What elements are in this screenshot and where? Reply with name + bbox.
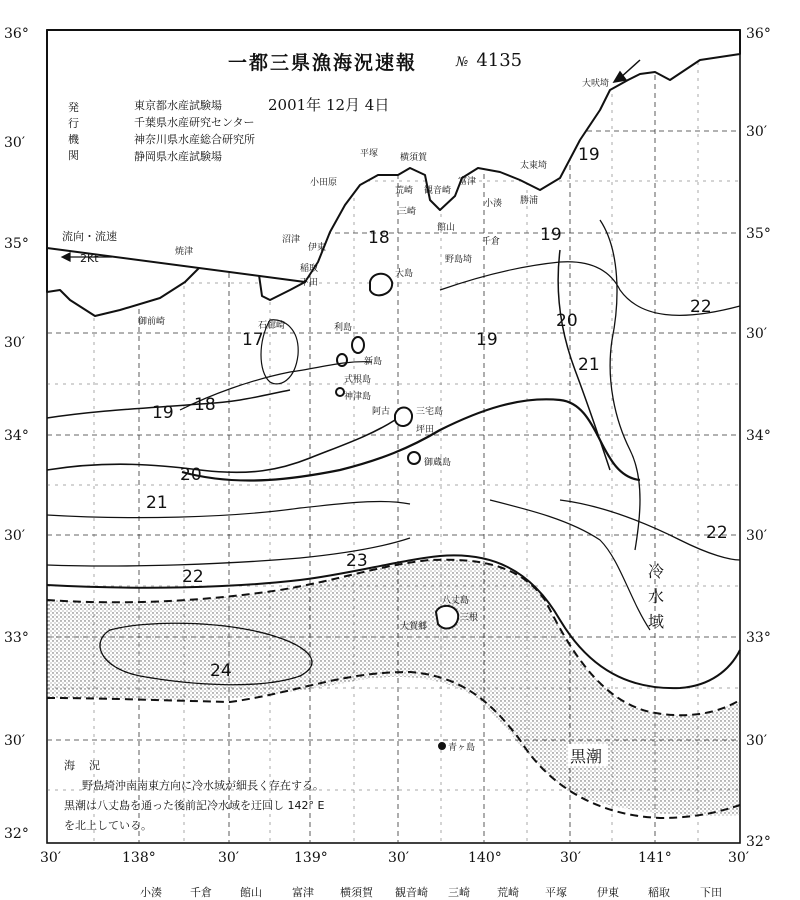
isotherm-label: 21 — [578, 355, 600, 375]
isotherm-label: 20 — [180, 465, 202, 485]
isotherm-label: 19 — [578, 145, 600, 165]
issuer-item: 神奈川県水産総合研究所 — [134, 133, 255, 146]
isotherm-label: 19 — [540, 225, 562, 245]
cold-water-label: 水 — [648, 587, 665, 606]
place-label: 阿古 — [372, 407, 391, 417]
place-label: 利島 — [334, 323, 353, 333]
place-label: 青ヶ島 — [448, 743, 476, 753]
latitude-labels-left — [4, 26, 29, 842]
lat-label: 30′ — [4, 733, 25, 749]
lat-label: 33° — [746, 630, 771, 646]
station-label: 小湊 — [140, 886, 162, 899]
lat-label: 35° — [746, 226, 771, 242]
station-label: 荒崎 — [497, 886, 519, 899]
station-label: 館山 — [240, 886, 262, 899]
place-label: 伊東 — [308, 243, 327, 253]
isotherm-label: 18 — [194, 395, 216, 415]
issue-number-label: № — [456, 55, 469, 70]
lon-label: 30′ — [218, 850, 239, 866]
place-label: 三崎 — [398, 207, 417, 217]
place-label: 勝浦 — [520, 196, 539, 206]
lat-label: 30′ — [4, 135, 25, 151]
lon-label: 138° — [122, 850, 156, 866]
place-label: 御蔵島 — [424, 458, 452, 468]
place-label: 八丈島 — [442, 596, 470, 606]
kuroshio-label: 黒潮 — [570, 747, 603, 766]
place-label: 館山 — [437, 223, 456, 233]
lat-label: 33° — [4, 630, 29, 646]
lat-label: 34° — [746, 428, 771, 444]
report-title: 一都三県漁海況速報 — [228, 52, 418, 74]
place-label: 大吠埼 — [582, 79, 610, 89]
summary-line: を北上している。 — [64, 819, 152, 832]
place-label: 小湊 — [484, 199, 503, 209]
lat-label: 32° — [746, 834, 771, 850]
lat-label: 30′ — [746, 326, 767, 342]
longitude-labels — [40, 850, 749, 866]
place-label: 千倉 — [482, 237, 501, 247]
place-label: 平塚 — [360, 149, 379, 159]
place-label: 大島 — [395, 269, 414, 279]
isotherm-label: 20 — [556, 311, 578, 331]
lat-label: 30′ — [4, 335, 25, 351]
lon-label: 140° — [468, 850, 502, 866]
place-label: 石廊崎 — [258, 321, 286, 331]
station-label: 伊東 — [597, 886, 619, 899]
station-label: 横須賀 — [340, 886, 373, 899]
lat-label: 35° — [4, 236, 29, 252]
place-label: 三宅島 — [416, 407, 444, 417]
place-label: 稲取 — [300, 264, 319, 274]
isotherm-label: 24 — [210, 661, 232, 681]
issuer-item: 東京都水産試験場 — [134, 99, 222, 112]
isotherm-label: 18 — [368, 228, 390, 248]
lat-label: 36° — [4, 26, 29, 42]
place-label: 太東埼 — [520, 161, 548, 171]
place-label: 荒崎 — [395, 186, 414, 196]
place-label: 焼津 — [175, 247, 194, 257]
place-label: 新島 — [364, 357, 383, 367]
lat-label: 30′ — [4, 528, 25, 544]
lat-label: 30′ — [746, 733, 767, 749]
isotherm-label: 22 — [182, 567, 204, 587]
lat-label: 30′ — [746, 528, 767, 544]
lon-label: 141° — [638, 850, 672, 866]
place-label: 大賀郷 — [400, 622, 428, 632]
place-label: 御前崎 — [138, 317, 166, 327]
lat-label: 36° — [746, 26, 771, 42]
lat-label: 30′ — [746, 124, 767, 140]
flow-legend-label: 流向・流速 — [62, 230, 117, 243]
isotherm-label: 19 — [152, 403, 174, 423]
lon-label: 30′ — [728, 850, 749, 866]
place-label: 沼津 — [282, 235, 301, 245]
issuer-item: 静岡県水産試験場 — [134, 150, 222, 163]
sea-condition-summary — [64, 756, 484, 836]
station-label: 観音崎 — [395, 886, 428, 899]
flow-legend-speed: 2Kt — [80, 252, 99, 265]
station-label: 稲取 — [648, 886, 670, 899]
lat-label: 32° — [4, 826, 29, 842]
place-label: 下田 — [300, 278, 319, 288]
station-label: 千倉 — [190, 886, 212, 899]
summary-heading: 海況 — [64, 759, 114, 772]
station-label: 富津 — [292, 886, 314, 899]
place-label: 小田原 — [310, 178, 338, 188]
issue-number-value: 4135 — [476, 50, 523, 71]
place-label: 富津 — [458, 177, 477, 187]
place-label: 観音崎 — [424, 186, 452, 196]
cold-water-label: 域 — [648, 612, 665, 631]
lon-label: 30′ — [40, 850, 61, 866]
cold-water-label: 冷 — [648, 562, 665, 581]
lon-label: 139° — [294, 850, 328, 866]
lon-label: 30′ — [388, 850, 409, 866]
place-label: 神津島 — [344, 392, 372, 402]
summary-line: 野島埼沖南南東方向に冷水域が細長く存在する。 — [82, 779, 324, 792]
isotherm-label: 23 — [346, 551, 368, 571]
isotherm-label: 19 — [476, 330, 498, 350]
issuer-item: 千葉県水産研究センター — [134, 116, 255, 129]
issuer-label: 発行機関 — [68, 101, 79, 162]
isotherm-label: 17 — [242, 330, 264, 350]
isotherm-label: 22 — [690, 297, 712, 317]
lon-label: 30′ — [560, 850, 581, 866]
station-label: 三崎 — [448, 886, 470, 899]
station-header-row — [0, 884, 800, 900]
report-date: 2001年 12月 4日 — [268, 96, 390, 114]
isotherm-label: 21 — [146, 493, 168, 513]
station-label: 下田 — [700, 886, 722, 899]
summary-line: 黒潮は八丈島を通った後前記冷水域を迂回し 142° E — [64, 799, 325, 812]
place-label: 横須賀 — [400, 153, 428, 163]
lat-label: 34° — [4, 428, 29, 444]
latitude-labels-right — [746, 26, 771, 850]
station-label: 平塚 — [545, 886, 567, 899]
place-label: 野島埼 — [445, 255, 473, 265]
issue-number — [456, 50, 522, 71]
place-label: 坪田 — [416, 425, 435, 435]
place-label: 三根 — [460, 613, 479, 623]
isotherm-label: 22 — [706, 523, 728, 543]
place-label: 式根島 — [344, 375, 372, 385]
